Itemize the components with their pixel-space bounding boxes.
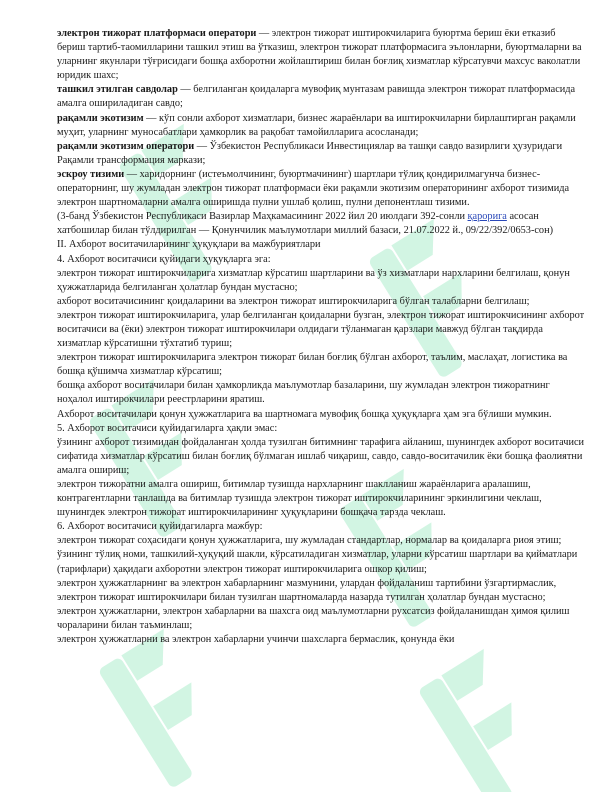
clause-paragraph: электрон тижоратни амалга ошириш, битимлар тузишда нархларнинг шаклланиш жараёнларига аралашиш, контрагентларни танлашда ва битимлар тузишда электрон тижорат иштирокчиларининг эркинлигини чеклаш, шунингдек электрон тижорат иштирокчиларининг ҳуқуқларини бошқача тарзда чеклаш. (57, 479, 542, 519)
definition-term: рақамли экотизим (57, 112, 144, 124)
clause-paragraph: электрон тижорат иштирокчиларига электрон тижорат билан боғлиқ бўлган ахборот, таълим, маслаҳат, логистика ва бошқа қўшимча хизматлар кўрсатиш; (57, 352, 568, 378)
amendment-text: (3-банд Ўзбекистон Республикаси Вазирлар Маҳкамасининг 2022 йил 20 июлдаги 392-сонли (57, 211, 468, 223)
definition-term: рақамли экотизим оператори (57, 140, 195, 152)
definition-term: ташкил этилган савдолар (57, 84, 178, 96)
definition-term: эскроу тизими (57, 168, 125, 180)
definition-ecosystem-operator (57, 140, 585, 168)
clause-4-heading: 4. Ахборот воситачиси қуйидаги ҳуқуқларга эга: (57, 253, 271, 265)
definition-text: — кўп сонли ахборот хизматлари, бизнес жараёнлари ва иштирокчиларни бирлаштирган рақамли муҳит, уларнинг муносабатлари ҳамкорлик ва рақобат тамойилларига асосланади; (57, 112, 576, 138)
clause-paragraph: электрон тижорат соҳасидаги қонун ҳужжатларига, шу жумладан стандартлар, нормалар ва қоидаларга риоя этиш; (57, 535, 562, 547)
definition-organized-trading (57, 83, 585, 111)
clause-paragraph: ўзининг тўлиқ номи, ташкилий-ҳуқуқий шакли, кўрсатиладиган хизматлар, уларни кўрсатиш шартлари ва қийматлари (тарифлари) ҳақидаги ахборотни электрон тижорат иштирокчиларига ошкор қилиш; (57, 549, 578, 575)
definition-text: — Ўзбекистон Республикаси Инвестициялар ва ташқи савдо вазирлиги ҳузуридаги Рақамли трансформация маркази; (57, 140, 563, 166)
definition-escrow-system (57, 168, 585, 210)
definition-digital-ecosystem (57, 112, 585, 140)
definition-term: электрон тижорат платформаси оператори (57, 28, 257, 39)
resolution-link[interactable]: қарорига (467, 211, 507, 223)
clause-paragraph: ўзининг ахборот тизимидан фойдаланган ҳолда тузилган битимнинг тарафига айланиш, шунингдек ахборот воситачиси сифатида хизматлар кўрсатиш билан боғлиқ бўлмаган ишлаб чиқариш, савдо, савдо-воситачилик ёки бошқа фаолиятни амалга ошириш; (57, 436, 585, 476)
clause-paragraph: бошқа ахборот воситачилари билан ҳамкорликда маълумотлар базаларини, шу жумладан электрон тижоратнинг ноҳалол иштирокчилари реестрларини яратиш. (57, 380, 550, 406)
clause-paragraph: электрон ҳужжатларни ва электрон хабарларни учинчи шахсларга бермаслик, қонунда ёки (57, 634, 455, 646)
clause-6-heading: 6. Ахборот воситачиси қуйидагиларга мажбур: (57, 521, 263, 533)
clause-paragraph: электрон тижорат иштирокчиларига, улар белгиланган қоидаларни бузган, электрон тижорат иштирокчисининг ахборот воситачиси ва (ёки) электрон тижорат иштирокчилари олдидаги тўланмаган қарзлари мавжуд бўлган тақдирда хизматлар кўрсатишни тўхтатиб туриш; (57, 309, 585, 350)
definition-text: — харидорнинг (истеъмолчининг, буюртмачининг) шартлари тўлиқ қондирилмагунча бизнес-операторнинг, шу жумладан электрон тижорат платформаси ёки рақамли экотизим операторининг ахборот тизимида электрон шартномаларни амалга оширишда пулни ушлаб қолиш, пулни депонентлаш тизими. (57, 168, 570, 209)
clause-paragraph: электрон тижорат иштирокчиларига хизматлар кўрсатиш шартларини ва ўз хизматлари нархларини белгилаш, қонун ҳужжатларида белгиланган ҳолатлар бундан мустасно; (57, 267, 570, 293)
amendment-text-cont: асосан хатбошилар билан тўлдирилган — Қонунчилик маълумотлари миллий базаси, 21.07.2022 й., 09/22/392/0653-сон) (57, 211, 554, 237)
document-page (57, 27, 585, 647)
definition-text: — белгиланган қоидаларга мувофиқ мунтазам равишда электрон тижорат платформасида амалга ошириладиган савдо; (57, 84, 576, 110)
clause-paragraph: электрон ҳужжатларни, электрон хабарларни ва шахсга оид маълумотларни рухсатсиз фойдаланишдан ҳимоя қилиш чораларини билан таъминлаш; (57, 605, 570, 631)
clause-paragraph: электрон ҳужжатларнинг ва электрон хабарларнинг мазмунини, улардан фойдаланиш тартибини ўзгартирмаслик, электрон тижорат иштирокчилари билан тузилган шартномаларда назарда тутилган ҳолатлар бундан мустасно; (57, 577, 557, 603)
clause-paragraph: Ахборот воситачилари қонун ҳужжатларига ва шартномага мувофиқ бошқа ҳуқуқларга ҳам эга бўлиши мумкин. (57, 408, 552, 420)
definition-text: — электрон тижорат иштирокчиларига буюртма бериш ёки етказиб бериш тартиб-таомилларини ташкил этиш ва ўтказиш, электрон тижорат платформасига эълонларни, буюртмаларни ва уларнинг якунлари тўғрисидаги бошқа ахборотни жойлаштириш билан боғлиқ хизматлар кўрсатувчи махсус ваколатли юридик шахс; (57, 28, 582, 82)
clause-5-heading: 5. Ахборот воситачиси қуйидагиларга ҳақли эмас: (57, 422, 278, 434)
section-title: II. Ахборот воситачиларининг ҳуқуқлари ва мажбуриятлари (57, 239, 321, 251)
amendment-note (57, 210, 585, 238)
clause-paragraph: ахборот воситачисининг қоидаларини ва электрон тижорат иштирокчиларига бўлган талабларни белгилаш; (57, 295, 530, 307)
definition-operator (57, 27, 585, 83)
